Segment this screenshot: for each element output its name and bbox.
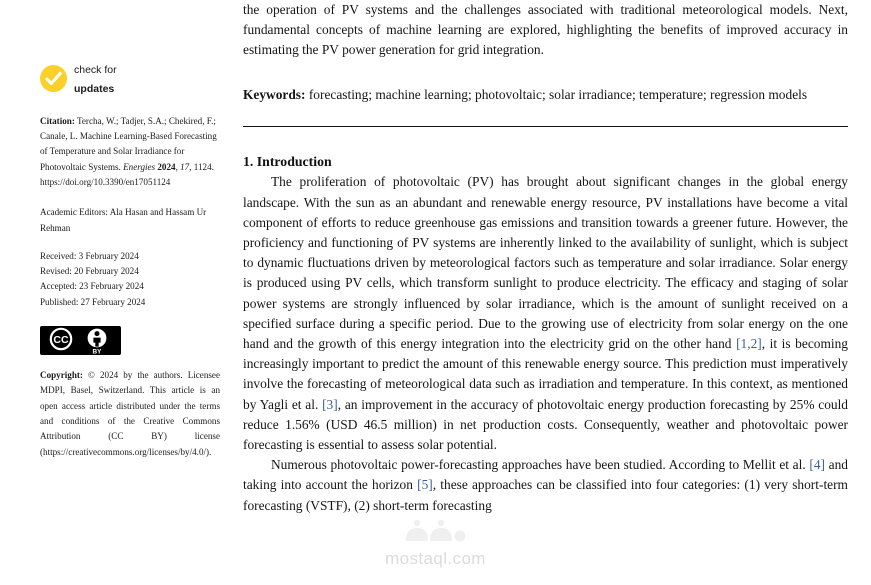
date-published: Published: 27 February 2024 — [40, 296, 146, 307]
keywords-text: forecasting; machine learning; photovoltaic; solar irradiance; temperature; regression models — [305, 86, 808, 102]
citation-volume: 17 — [180, 161, 190, 172]
main-text-column — [243, 0, 848, 516]
date-revised: Revised: 20 February 2024 — [40, 266, 139, 277]
watermark-text: mostaql.com — [385, 549, 486, 568]
intro-p1-part1: The proliferation of photovoltaic (PV) has brought about significant changes in the global energy landscape. With the sun as an abundant and renewable energy resource, PV installations have become a vital component of efforts to reduce greenhouse gas emissions and transition towards a greener future. However, the proficiency and functioning of PV systems are inherently linked to the availability of sunlight, which is subject to dynamic fluctuations driven by meteorological factors such as temperature and solar irradiance. Solar energy is produced using PV cells, which transform sunlight to produce electricity. The efficacy and staging of solar power systems are strongly influenced by solar irradiance, which is the amount of sunlight received on a specified surface during a specific period. Due to the growing use of electricity from solar energy on the one hand and the growth of this energy integration into the electricity grid on the other hand — [243, 174, 848, 352]
check-for-updates-badge[interactable] — [40, 60, 220, 98]
date-received: Received: 3 February 2024 — [40, 250, 139, 261]
citation-link-4[interactable]: [4] — [809, 457, 825, 473]
page-title: 1. Introduction — [243, 154, 332, 170]
citation-year: 2024 — [155, 161, 176, 172]
check-updates-line2: updates — [74, 82, 115, 95]
copyright-block — [40, 368, 220, 460]
intro-p2-part1: Numerous photovoltaic power-forecasting approaches have been studied. According to Mellit et al. — [271, 457, 810, 473]
intro-p2-part3: , these approaches can be classified into four categories: (1) very short-term forecasting (VSTF), (2) short-term forecasting — [243, 477, 848, 513]
academic-editors-block: Academic Editors: Ala Hasan and Hassam Ur Rehman — [40, 207, 207, 233]
copyright-text: © 2024 by the authors. Licensee MDPI, Basel, Switzerland. This article is an open access article distributed under the terms and conditions of the Creative Commons Attribution (CC BY) license (https://creativecommons.org/licenses/by/4.0/). — [40, 370, 220, 457]
citation-journal: Energies — [123, 161, 156, 172]
publication-dates-block — [40, 249, 220, 310]
abstract-tail-line1: the operation of PV systems and the challenges associated with traditional meteorological models. — [243, 2, 812, 17]
abstract-tail-rest: Next, fundamental concepts of machine learning are explored, highlighting the benefits of improved accuracy in estimating the PV power generation for grid integration. — [243, 2, 848, 58]
mostaql-logo-icon — [400, 519, 472, 554]
svg-text:CC: CC — [53, 334, 69, 347]
citation-pages-doi[interactable]: , 1124. https://doi.org/10.3390/en17051124 — [40, 161, 214, 187]
intro-p1-part3: , an improvement in the accuracy of photovoltaic energy production forecasting by 25% could reduce 1.56% (USD 46.5 million) in net production costs. Consequently, weather and photovoltaic power forecasting is essential to assess solar potential. — [243, 396, 849, 453]
check-circle-icon — [40, 65, 67, 92]
svg-text:BY: BY — [92, 348, 102, 356]
intro-paragraph-1 — [243, 172, 848, 455]
citation-link-1-2[interactable]: [1,2] — [736, 336, 762, 352]
keywords-label: Keywords: — [243, 86, 306, 102]
check-updates-line1: check for — [74, 64, 117, 76]
intro-paragraph-2 — [243, 455, 848, 516]
check-for-updates-label — [74, 60, 117, 98]
citation-link-5[interactable]: [5] — [417, 477, 433, 493]
creative-commons-by-icon[interactable] — [40, 326, 121, 355]
citation-authors: Tercha, W.; Tadjer, S.A.; Chekired, F.; Canale, L. Machine Learning-Based Forecasting of Temperature and Solar Irradiance for Photovoltaic Systems. — [40, 115, 217, 172]
keywords-line — [243, 61, 848, 105]
intro-p2-part2: and taking into account the horizon — [243, 457, 848, 493]
sidebar-metadata-column — [40, 60, 220, 460]
copyright-label: Copyright: — [40, 370, 83, 381]
citation-label: Citation: — [40, 115, 75, 126]
citation-block — [40, 114, 220, 190]
citation-link-3[interactable]: [3] — [322, 396, 338, 412]
date-accepted: Accepted: 23 February 2024 — [40, 281, 144, 292]
intro-p1-part2: , it is becoming increasingly important to predict the amount of this renewable energy source. This prediction must imperatively involve the forecasting of meteorological data such as irradiation and temperature. In this context, as mentioned by Yagli et al. — [243, 336, 848, 412]
abstract-tail-paragraph — [243, 0, 848, 61]
citation-volume-sep: , — [175, 161, 181, 172]
